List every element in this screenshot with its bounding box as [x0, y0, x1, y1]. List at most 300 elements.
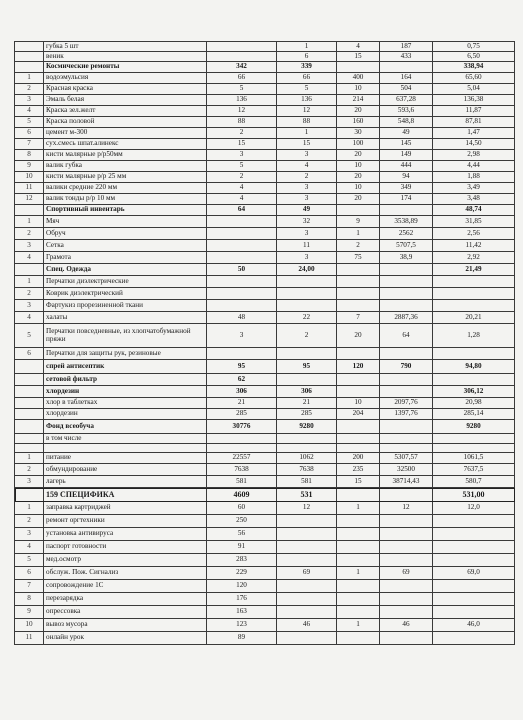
table-row: [15, 541, 515, 554]
row-number-cell: [15, 434, 44, 444]
unit-price-cell: 2887,36: [380, 312, 433, 324]
row-number-cell: 6: [15, 128, 44, 139]
planned-amount-cell: 50: [207, 264, 277, 276]
table-row: [15, 348, 515, 360]
item-name-cell: водоэмульсия: [44, 73, 207, 84]
item-name-cell: губка 5 шт: [44, 42, 207, 52]
unit-price-cell: 5307,57: [380, 453, 433, 464]
section-row: [15, 264, 515, 276]
table-row: [15, 288, 515, 300]
actual-amount-cell: 2: [277, 324, 337, 348]
total-amount-cell: 3,49: [433, 183, 515, 194]
total-amount-cell: 31,85: [433, 216, 515, 228]
row-number-cell: [15, 420, 44, 434]
quantity-cell: [337, 554, 380, 567]
table-row: [15, 593, 515, 606]
row-number-cell: 5: [15, 554, 44, 567]
planned-amount-cell: 176: [207, 593, 277, 606]
unit-price-cell: [380, 541, 433, 554]
item-name-cell: валики средние 220 мм: [44, 183, 207, 194]
total-amount-cell: [433, 434, 515, 444]
row-number-cell: 2: [15, 288, 44, 300]
total-amount-cell: [433, 374, 515, 386]
planned-amount-cell: 88: [207, 117, 277, 128]
row-number-cell: [15, 52, 44, 62]
table-row: [15, 476, 515, 488]
unit-price-cell: 174: [380, 194, 433, 205]
unit-price-cell: [380, 62, 433, 73]
actual-amount-cell: 11: [277, 240, 337, 252]
total-amount-cell: 2,56: [433, 228, 515, 240]
section-row: [15, 62, 515, 73]
planned-amount-cell: [207, 276, 277, 288]
planned-amount-cell: 15: [207, 139, 277, 150]
actual-amount-cell: 12: [277, 106, 337, 117]
row-number-cell: 2: [15, 228, 44, 240]
row-number-cell: [15, 444, 44, 453]
actual-amount-cell: 22: [277, 312, 337, 324]
row-number-cell: 4: [15, 106, 44, 117]
row-number-cell: [15, 264, 44, 276]
total-amount-cell: 11,42: [433, 240, 515, 252]
total-amount-cell: 338,94: [433, 62, 515, 73]
quantity-cell: [337, 606, 380, 619]
row-number-cell: 1: [15, 453, 44, 464]
quantity-cell: 20: [337, 150, 380, 161]
planned-amount-cell: 95: [207, 360, 277, 374]
total-amount-cell: 4,44: [433, 161, 515, 172]
actual-amount-cell: 7638: [277, 464, 337, 476]
row-number-cell: 2: [15, 515, 44, 528]
table-row: [15, 515, 515, 528]
row-number-cell: 2: [15, 84, 44, 95]
quantity-cell: 400: [337, 73, 380, 84]
actual-amount-cell: 95: [277, 360, 337, 374]
unit-price-cell: [380, 205, 433, 216]
unit-price-cell: 504: [380, 84, 433, 95]
unit-price-cell: 349: [380, 183, 433, 194]
total-amount-cell: [433, 348, 515, 360]
unit-price-cell: [380, 593, 433, 606]
unit-price-cell: 790: [380, 360, 433, 374]
unit-price-cell: 69: [380, 567, 433, 580]
table-row: [15, 300, 515, 312]
row-number-cell: 6: [15, 567, 44, 580]
table-row: [15, 216, 515, 228]
total-amount-cell: 65,60: [433, 73, 515, 84]
item-name-cell: питание: [44, 453, 207, 464]
quantity-cell: 20: [337, 194, 380, 205]
table-row: [15, 619, 515, 632]
quantity-cell: 15: [337, 476, 380, 488]
total-amount-cell: 1,47: [433, 128, 515, 139]
planned-amount-cell: 3: [207, 324, 277, 348]
actual-amount-cell: 6: [277, 52, 337, 62]
quantity-cell: [337, 434, 380, 444]
section-row: [15, 488, 515, 502]
table-row: [15, 240, 515, 252]
total-amount-cell: [433, 554, 515, 567]
table-row: [15, 434, 515, 444]
table-row: [15, 324, 515, 348]
quantity-cell: [337, 515, 380, 528]
actual-amount-cell: 4: [277, 161, 337, 172]
planned-amount-cell: [207, 434, 277, 444]
total-amount-cell: [433, 276, 515, 288]
table-row: [15, 150, 515, 161]
quantity-cell: 10: [337, 398, 380, 409]
actual-amount-cell: 15: [277, 139, 337, 150]
planned-amount-cell: 22557: [207, 453, 277, 464]
actual-amount-cell: [277, 632, 337, 645]
unit-price-cell: [380, 444, 433, 453]
quantity-cell: [337, 348, 380, 360]
total-amount-cell: 580,7: [433, 476, 515, 488]
planned-amount-cell: 66: [207, 73, 277, 84]
actual-amount-cell: [277, 541, 337, 554]
table-row: [15, 73, 515, 84]
table-row: [15, 444, 515, 453]
actual-amount-cell: 136: [277, 95, 337, 106]
actual-amount-cell: 46: [277, 619, 337, 632]
unit-price-cell: 3538,89: [380, 216, 433, 228]
quantity-cell: [337, 528, 380, 541]
unit-price-cell: [380, 348, 433, 360]
total-amount-cell: 87,81: [433, 117, 515, 128]
total-amount-cell: 46,0: [433, 619, 515, 632]
total-amount-cell: 69,0: [433, 567, 515, 580]
item-name-cell: Коврик диэлектрический: [44, 288, 207, 300]
actual-amount-cell: [277, 606, 337, 619]
actual-amount-cell: 1: [277, 42, 337, 52]
unit-price-cell: 2097,76: [380, 398, 433, 409]
unit-price-cell: [380, 632, 433, 645]
row-number-cell: [15, 360, 44, 374]
quantity-cell: [337, 632, 380, 645]
actual-amount-cell: [277, 276, 337, 288]
item-name-cell: ремонт оргтехники: [44, 515, 207, 528]
item-name-cell: онлайн урок: [44, 632, 207, 645]
unit-price-cell: [380, 288, 433, 300]
table-row: [15, 398, 515, 409]
total-amount-cell: 21,49: [433, 264, 515, 276]
item-name-cell: Спортивный инвентарь: [44, 205, 207, 216]
planned-amount-cell: 60: [207, 502, 277, 515]
total-amount-cell: 7637,5: [433, 464, 515, 476]
unit-price-cell: [380, 386, 433, 398]
item-name-cell: хлордезин: [44, 409, 207, 420]
quantity-cell: [337, 593, 380, 606]
item-name-cell: Перчатки для защиты рук, резиновые: [44, 348, 207, 360]
quantity-cell: [337, 386, 380, 398]
item-name-cell: опрессовка: [44, 606, 207, 619]
row-number-cell: 3: [15, 528, 44, 541]
total-amount-cell: [433, 528, 515, 541]
planned-amount-cell: 250: [207, 515, 277, 528]
item-name-cell: халаты: [44, 312, 207, 324]
quantity-cell: 4: [337, 42, 380, 52]
quantity-cell: 1: [337, 502, 380, 515]
item-name-cell: Грамота: [44, 252, 207, 264]
total-amount-cell: [433, 444, 515, 453]
unit-price-cell: 12: [380, 502, 433, 515]
planned-amount-cell: 4609: [207, 488, 277, 502]
row-number-cell: 2: [15, 464, 44, 476]
row-number-cell: 3: [15, 476, 44, 488]
quantity-cell: [337, 374, 380, 386]
item-name-cell: спрей антисептик: [44, 360, 207, 374]
row-number-cell: 12: [15, 194, 44, 205]
quantity-cell: 1: [337, 619, 380, 632]
unit-price-cell: [380, 580, 433, 593]
actual-amount-cell: 285: [277, 409, 337, 420]
unit-price-cell: [380, 488, 433, 502]
row-number-cell: 9: [15, 606, 44, 619]
total-amount-cell: 9280: [433, 420, 515, 434]
actual-amount-cell: [277, 288, 337, 300]
quantity-cell: 30: [337, 128, 380, 139]
planned-amount-cell: 5: [207, 84, 277, 95]
item-name-cell: валик губка: [44, 161, 207, 172]
planned-amount-cell: 48: [207, 312, 277, 324]
planned-amount-cell: 12: [207, 106, 277, 117]
planned-amount-cell: [207, 240, 277, 252]
quantity-cell: 10: [337, 183, 380, 194]
row-number-cell: 3: [15, 95, 44, 106]
planned-amount-cell: 342: [207, 62, 277, 73]
item-name-cell: Фартукиз прорезиненной ткани: [44, 300, 207, 312]
actual-amount-cell: 49: [277, 205, 337, 216]
total-amount-cell: 12,0: [433, 502, 515, 515]
row-number-cell: 1: [15, 502, 44, 515]
quantity-cell: 9: [337, 216, 380, 228]
total-amount-cell: 306,12: [433, 386, 515, 398]
unit-price-cell: 444: [380, 161, 433, 172]
actual-amount-cell: [277, 374, 337, 386]
actual-amount-cell: 5: [277, 84, 337, 95]
unit-price-cell: 433: [380, 52, 433, 62]
total-amount-cell: 285,14: [433, 409, 515, 420]
item-name-cell: цемент м-300: [44, 128, 207, 139]
planned-amount-cell: [207, 42, 277, 52]
unit-price-cell: [380, 434, 433, 444]
total-amount-cell: 531,00: [433, 488, 515, 502]
quantity-cell: [337, 580, 380, 593]
planned-amount-cell: [207, 52, 277, 62]
unit-price-cell: 38,9: [380, 252, 433, 264]
actual-amount-cell: [277, 434, 337, 444]
unit-price-cell: [380, 300, 433, 312]
row-number-cell: 1: [15, 276, 44, 288]
item-name-cell: хлордезин: [44, 386, 207, 398]
item-name-cell: Краска половой: [44, 117, 207, 128]
item-name-cell: веник: [44, 52, 207, 62]
table-row: [15, 117, 515, 128]
row-number-cell: 9: [15, 161, 44, 172]
planned-amount-cell: 7638: [207, 464, 277, 476]
actual-amount-cell: 581: [277, 476, 337, 488]
quantity-cell: [337, 488, 380, 502]
item-name-cell: в том числе: [44, 434, 207, 444]
actual-amount-cell: 3: [277, 194, 337, 205]
table-row: [15, 312, 515, 324]
item-name-cell: обмундирование: [44, 464, 207, 476]
item-name-cell: Перчатки повседневные, из хлопчатобумажной пряжи: [44, 324, 207, 348]
quantity-cell: [337, 62, 380, 73]
section-row: [15, 374, 515, 386]
item-name-cell: сух.смесь шпат.алинекс: [44, 139, 207, 150]
table-row: [15, 502, 515, 515]
unit-price-cell: 38714,43: [380, 476, 433, 488]
unit-price-cell: 94: [380, 172, 433, 183]
actual-amount-cell: [277, 580, 337, 593]
unit-price-cell: 46: [380, 619, 433, 632]
table-row: [15, 606, 515, 619]
quantity-cell: 7: [337, 312, 380, 324]
table-row: [15, 276, 515, 288]
total-amount-cell: 1061,5: [433, 453, 515, 464]
unit-price-cell: 32500: [380, 464, 433, 476]
unit-price-cell: 593,6: [380, 106, 433, 117]
quantity-cell: 204: [337, 409, 380, 420]
table-row: [15, 580, 515, 593]
quantity-cell: 1: [337, 228, 380, 240]
unit-price-cell: 1397,76: [380, 409, 433, 420]
table-row: [15, 194, 515, 205]
quantity-cell: [337, 444, 380, 453]
section-row: [15, 205, 515, 216]
item-name-cell: Сетка: [44, 240, 207, 252]
item-name-cell: Красная краска: [44, 84, 207, 95]
actual-amount-cell: [277, 593, 337, 606]
planned-amount-cell: 283: [207, 554, 277, 567]
quantity-cell: 20: [337, 324, 380, 348]
total-amount-cell: [433, 632, 515, 645]
actual-amount-cell: 3: [277, 228, 337, 240]
quantity-cell: 120: [337, 360, 380, 374]
quantity-cell: [337, 264, 380, 276]
actual-amount-cell: 69: [277, 567, 337, 580]
item-name-cell: сетовой фильтр: [44, 374, 207, 386]
section-row: [15, 360, 515, 374]
item-name-cell: Мяч: [44, 216, 207, 228]
item-name-cell: перезарядка: [44, 593, 207, 606]
total-amount-cell: 6,50: [433, 52, 515, 62]
table-row: [15, 409, 515, 420]
actual-amount-cell: 24,00: [277, 264, 337, 276]
row-number-cell: 5: [15, 324, 44, 348]
row-number-cell: [15, 398, 44, 409]
unit-price-cell: 164: [380, 73, 433, 84]
table-row: [15, 183, 515, 194]
total-amount-cell: 11,87: [433, 106, 515, 117]
row-number-cell: 3: [15, 300, 44, 312]
total-amount-cell: 1,88: [433, 172, 515, 183]
unit-price-cell: 49: [380, 128, 433, 139]
planned-amount-cell: 163: [207, 606, 277, 619]
row-number-cell: 1: [15, 216, 44, 228]
planned-amount-cell: [207, 252, 277, 264]
budget-table-body: [15, 42, 515, 645]
quantity-cell: 10: [337, 84, 380, 95]
item-name-cell: [44, 444, 207, 453]
total-amount-cell: 94,80: [433, 360, 515, 374]
total-amount-cell: [433, 580, 515, 593]
actual-amount-cell: 88: [277, 117, 337, 128]
section-row: [15, 386, 515, 398]
quantity-cell: 75: [337, 252, 380, 264]
table-row: [15, 453, 515, 464]
table-row: [15, 161, 515, 172]
planned-amount-cell: 21: [207, 398, 277, 409]
row-number-cell: 10: [15, 619, 44, 632]
item-name-cell: установка антивируса: [44, 528, 207, 541]
planned-amount-cell: 136: [207, 95, 277, 106]
quantity-cell: 100: [337, 139, 380, 150]
table-row: [15, 95, 515, 106]
item-name-cell: паспорт готовности: [44, 541, 207, 554]
table-row: [15, 128, 515, 139]
item-name-cell: Краска зел.желт: [44, 106, 207, 117]
actual-amount-cell: 2: [277, 172, 337, 183]
total-amount-cell: [433, 300, 515, 312]
actual-amount-cell: [277, 528, 337, 541]
quantity-cell: [337, 205, 380, 216]
actual-amount-cell: 1062: [277, 453, 337, 464]
unit-price-cell: 145: [380, 139, 433, 150]
total-amount-cell: 5,04: [433, 84, 515, 95]
row-number-cell: [15, 205, 44, 216]
total-amount-cell: 14,50: [433, 139, 515, 150]
table-row: [15, 52, 515, 62]
planned-amount-cell: [207, 348, 277, 360]
planned-amount-cell: 5: [207, 161, 277, 172]
total-amount-cell: 1,28: [433, 324, 515, 348]
row-number-cell: [15, 62, 44, 73]
item-name-cell: Космические ремонты: [44, 62, 207, 73]
table-row: [15, 42, 515, 52]
item-name-cell: Фонд всеобуча: [44, 420, 207, 434]
planned-amount-cell: [207, 288, 277, 300]
quantity-cell: 235: [337, 464, 380, 476]
budget-table: [14, 41, 515, 645]
total-amount-cell: [433, 288, 515, 300]
actual-amount-cell: 32: [277, 216, 337, 228]
planned-amount-cell: 4: [207, 194, 277, 205]
item-name-cell: заправка картриджей: [44, 502, 207, 515]
actual-amount-cell: [277, 444, 337, 453]
table-row: [15, 632, 515, 645]
row-number-cell: [15, 386, 44, 398]
item-name-cell: кисти малярные р/р50мм: [44, 150, 207, 161]
total-amount-cell: [433, 593, 515, 606]
total-amount-cell: [433, 515, 515, 528]
row-number-cell: 4: [15, 312, 44, 324]
planned-amount-cell: [207, 228, 277, 240]
quantity-cell: 20: [337, 106, 380, 117]
table-row: [15, 554, 515, 567]
table-row: [15, 106, 515, 117]
planned-amount-cell: 285: [207, 409, 277, 420]
actual-amount-cell: 9280: [277, 420, 337, 434]
unit-price-cell: 64: [380, 324, 433, 348]
total-amount-cell: 20,21: [433, 312, 515, 324]
quantity-cell: 15: [337, 52, 380, 62]
total-amount-cell: 20,98: [433, 398, 515, 409]
table-row: [15, 528, 515, 541]
row-number-cell: [15, 488, 44, 502]
quantity-cell: 10: [337, 161, 380, 172]
